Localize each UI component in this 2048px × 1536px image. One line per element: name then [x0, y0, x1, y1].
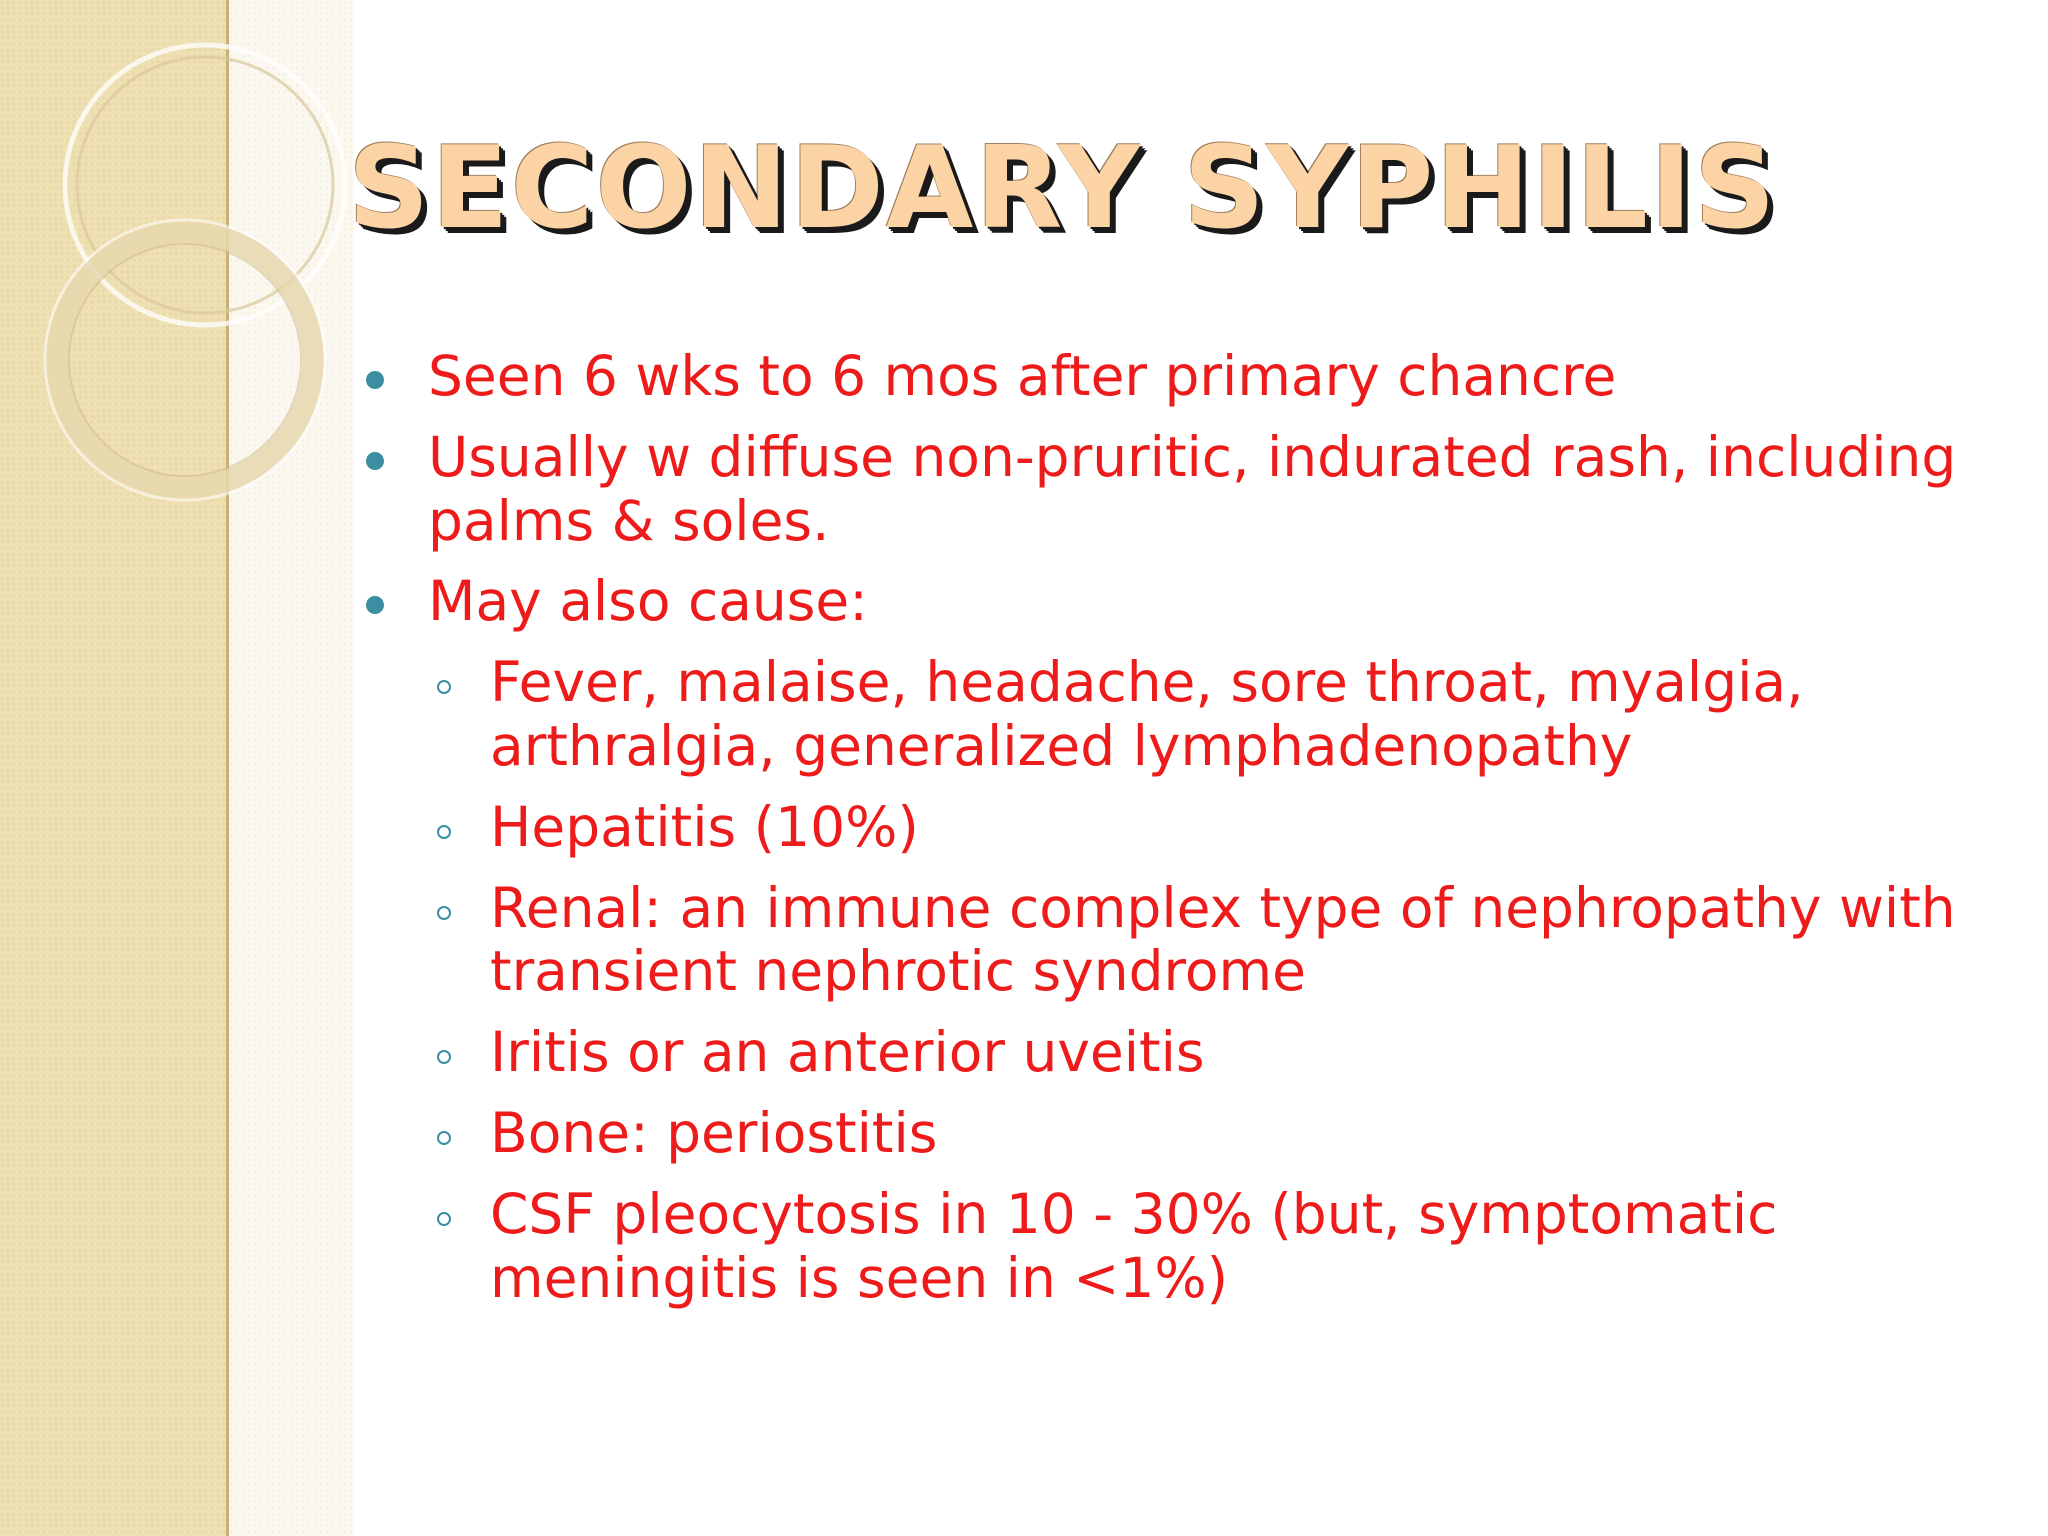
- sub-bullet-item: Hepatitis (10%): [364, 796, 1984, 860]
- sub-bullet-item: Renal: an immune complex type of nephropathy with transient nephrotic syndrome: [364, 877, 1984, 1005]
- bullet-item: May also cause:: [364, 570, 1984, 634]
- sub-bullet-item: CSF pleocytosis in 10 - 30% (but, symptomatic meningitis is seen in <1%): [364, 1183, 1984, 1311]
- bullet-item: Usually w diffuse non-pruritic, indurated rash, including palms & soles.: [364, 426, 1984, 554]
- bullet-item: Seen 6 wks to 6 mos after primary chancre: [364, 345, 1984, 409]
- side-panel: [0, 0, 229, 1536]
- slide-title: SECONDARY SYPHILIS: [348, 122, 1778, 254]
- sub-bullet-item: Fever, malaise, headache, sore throat, myalgia, arthralgia, generalized lymphadenopathy: [364, 651, 1984, 779]
- sub-bullet-item: Bone: periostitis: [364, 1102, 1984, 1166]
- sub-bullet-item: Iritis or an anterior uveitis: [364, 1021, 1984, 1085]
- bullet-list: [364, 345, 1984, 1327]
- side-panel-fade: [229, 0, 354, 1536]
